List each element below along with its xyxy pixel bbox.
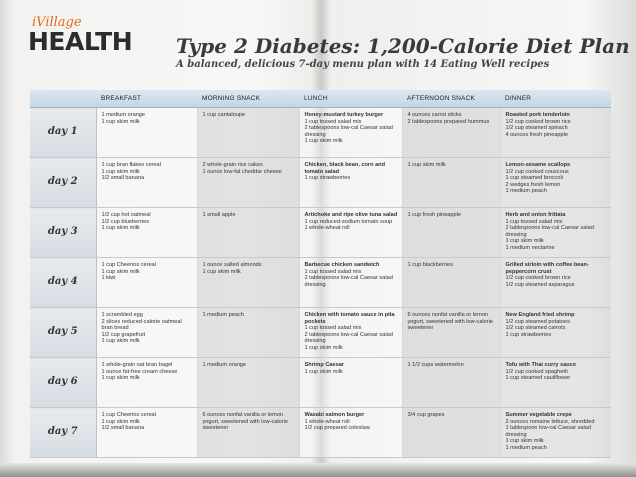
menu-item: 1 medium peach <box>505 188 547 195</box>
menu-item: 1/2 cup blueberries <box>101 218 150 225</box>
recipe-name: Summer vegetable crepe <box>505 412 572 418</box>
menu-item: 1 cup skim milk <box>101 168 140 175</box>
morning-snack-cell <box>197 208 299 258</box>
menu-item: 1 1/2 cups watermelon <box>407 362 464 368</box>
recipe-name: Barbecue chicken sandwich <box>304 262 380 268</box>
day-label: day 4 <box>30 258 96 308</box>
logo-health-text: HEALTH <box>28 27 133 56</box>
day-label: day 5 <box>30 308 96 358</box>
menu-item: 1 cup reduced-sodium tomato soup <box>304 218 393 225</box>
menu-item: 1 cup cantaloupe <box>202 112 246 118</box>
menu-item: 1 cup skim milk <box>304 138 343 145</box>
morning-snack-cell <box>197 308 299 358</box>
header-morning-snack: MORNING SNACK <box>197 90 299 108</box>
menu-item: 2 tablespoons low-cal Caesar salad dressing <box>304 331 393 345</box>
menu-item: 1 cup skim milk <box>101 375 140 382</box>
afternoon-snack-cell <box>402 358 500 408</box>
menu-item: 4 ounces carrot sticks <box>407 112 462 118</box>
dinner-cell <box>500 358 611 408</box>
lunch-cell <box>299 408 402 458</box>
recipe-name: Wasabi salmon burger <box>304 412 365 418</box>
page-edge <box>0 463 636 477</box>
menu-item: 1 whole-wheat roll <box>304 418 350 425</box>
table-row <box>30 208 611 258</box>
menu-item: 2 tablespoons prepared hummus <box>407 118 490 125</box>
menu-item: 1/2 cup steamed asparagus <box>505 281 575 288</box>
recipe-name: Shrimp Caesar <box>304 362 344 368</box>
menu-item: 1 cup steamed broccoli <box>505 175 564 182</box>
menu-item: 1/2 cup grapefruit <box>101 331 146 338</box>
menu-item: 1 cup skim milk <box>505 238 544 245</box>
meal-plan-table <box>30 90 611 458</box>
menu-item: 2 wedges fresh lemon <box>505 181 561 188</box>
menu-item: 1 medium orange <box>202 362 247 368</box>
morning-snack-cell <box>197 158 299 208</box>
breakfast-cell <box>96 108 197 158</box>
dinner-cell <box>500 408 611 458</box>
menu-item: 1 ounce fat-free cream cheese <box>101 368 178 375</box>
menu-item: 1 cup Cheerios cereal <box>101 412 156 418</box>
menu-item: 4 ounces fresh pineapple <box>505 131 569 138</box>
menu-item: 1 cup skim milk <box>101 268 140 275</box>
menu-item: 1/2 cup steamed spinach <box>505 125 568 132</box>
menu-item: 1 cup skim milk <box>304 368 343 375</box>
menu-item: 1 cup steamed cauliflower <box>505 375 571 382</box>
menu-item: 1 cup skim milk <box>101 225 140 232</box>
menu-item: 1 medium peach <box>202 312 244 318</box>
table-row <box>30 408 611 458</box>
lunch-cell <box>299 358 402 408</box>
menu-item: 1 cup strawberries <box>505 331 552 338</box>
menu-item: 6 ounces nonfat vanilla or lemon yogurt, sweetened with low-calorie sweetener <box>202 412 289 432</box>
menu-item: 1 cup bran flakes cereal <box>101 162 161 168</box>
morning-snack-cell <box>197 258 299 308</box>
breakfast-cell <box>96 308 197 358</box>
day-label: day 3 <box>30 208 96 258</box>
recipe-name: Chicken with tomato sauce in pita pockets <box>304 312 395 325</box>
menu-item: 2 slices reduced-calorie oatmeal bran bread <box>101 318 182 332</box>
menu-item: 1 cup tossed salad mix <box>505 218 563 225</box>
menu-item: 1 cup tossed salad mix <box>304 325 362 332</box>
menu-item: 1 kiwi <box>101 275 116 282</box>
menu-item: 1 cup skim milk <box>101 118 140 125</box>
menu-item: 1 cup fresh pineapple <box>407 212 461 218</box>
breakfast-cell <box>96 358 197 408</box>
menu-item: 1 cup tossed salad mix <box>304 118 362 125</box>
table-row <box>30 258 611 308</box>
ivillage-health-logo <box>28 16 132 55</box>
menu-item: 1 medium peach <box>505 444 547 451</box>
page-title: Type 2 Diabetes: 1,200-Calorie Diet Plan <box>176 34 630 58</box>
day-label: day 1 <box>30 108 96 158</box>
header-dinner: DINNER <box>500 90 611 108</box>
menu-item: 1 cup strawberries <box>304 175 351 182</box>
header-day <box>30 90 96 108</box>
lunch-cell <box>299 208 402 258</box>
menu-item: 1 cup skim milk <box>101 338 140 345</box>
lunch-cell <box>299 158 402 208</box>
recipe-name: Herb and onion frittata <box>505 212 566 218</box>
table-row <box>30 158 611 208</box>
logo-ivillage-text: iVillage <box>32 15 82 30</box>
recipe-name: Roasted pork tenderloin <box>505 112 570 118</box>
afternoon-snack-cell <box>402 308 500 358</box>
recipe-name: Tofu with Thai curry sauce <box>505 362 576 368</box>
menu-item: 3/4 cup grapes <box>407 412 445 418</box>
lunch-cell <box>299 108 402 158</box>
menu-item: 1 medium orange <box>101 112 146 118</box>
morning-snack-cell <box>197 108 299 158</box>
afternoon-snack-cell <box>402 258 500 308</box>
menu-item: 1 scrambled egg <box>101 312 143 318</box>
menu-item: 1 small apple <box>202 212 236 218</box>
afternoon-snack-cell <box>402 158 500 208</box>
menu-item: 1 ounce low-fat cheddar cheese <box>202 168 282 175</box>
afternoon-snack-cell <box>402 408 500 458</box>
menu-item: 1 cup skim milk <box>304 344 343 351</box>
menu-item: 1 cup skim milk <box>202 268 241 275</box>
recipe-name: Chicken, black bean, corn and tomato salad <box>304 162 386 175</box>
menu-item: 1/2 cup cooked brown rice <box>505 275 571 282</box>
menu-item: 2 tablespoons low-cal Caesar salad dressing <box>304 275 393 288</box>
menu-item: 1/2 cup cooked brown rice <box>505 118 571 125</box>
day-label: day 2 <box>30 158 96 208</box>
page-subtitle: A balanced, delicious 7-day menu plan with 14 Eating Well recipes <box>176 59 550 70</box>
dinner-cell <box>500 108 611 158</box>
day-label: day 7 <box>30 408 96 458</box>
dinner-cell <box>500 208 611 258</box>
lunch-cell <box>299 258 402 308</box>
menu-item: 1 cup skim milk <box>407 162 446 168</box>
menu-item: 1 cup skim milk <box>505 438 544 445</box>
dinner-cell <box>500 308 611 358</box>
menu-item: 1 cup skim milk <box>101 418 140 425</box>
header-breakfast: BREAKFAST <box>96 90 197 108</box>
recipe-name: Grilled sirloin with coffee bean-peppercorn crust <box>505 262 589 275</box>
menu-item: 1 cup tossed salad mix <box>304 268 362 275</box>
lunch-cell <box>299 308 402 358</box>
table-row <box>30 358 611 408</box>
menu-item: 1/2 cup cooked spaghetti <box>505 368 568 375</box>
menu-item: 1/2 small banana <box>101 175 145 182</box>
menu-item: 1/2 cup hot oatmeal <box>101 212 151 218</box>
menu-item: 1/2 cup cooked couscous <box>505 168 569 175</box>
table-row <box>30 308 611 358</box>
menu-item: 1 ounce salted almonds <box>202 262 262 268</box>
breakfast-cell <box>96 258 197 308</box>
menu-item: 1 cup Cheerios cereal <box>101 262 156 268</box>
menu-item: 1/2 cup prepared coleslaw <box>304 425 370 432</box>
menu-item: 1/2 small banana <box>101 425 145 432</box>
menu-item: 6 ounces nonfat vanilla or lemon yogurt, sweetened with low-calorie sweetener <box>407 312 494 332</box>
menu-item: 2 whole-grain rice cakes <box>202 162 263 168</box>
menu-item: 1 whole-wheat roll <box>304 225 350 232</box>
morning-snack-cell <box>197 358 299 408</box>
recipe-name: Artichoke and ripe olive tuna salad <box>304 212 398 218</box>
header-lunch: LUNCH <box>299 90 402 108</box>
menu-item: 1/2 cup steamed potatoes <box>505 318 570 325</box>
menu-item: 1/2 cup steamed carrots <box>505 325 566 332</box>
breakfast-cell <box>96 408 197 458</box>
breakfast-cell <box>96 158 197 208</box>
table-row <box>30 108 611 158</box>
menu-item: 2 tablespoons low-cal Caesar salad dressing <box>304 125 393 138</box>
breakfast-cell <box>96 208 197 258</box>
afternoon-snack-cell <box>402 208 500 258</box>
meal-plan-body <box>30 108 611 458</box>
afternoon-snack-cell <box>402 108 500 158</box>
menu-item: 1 tablespoon low-cal Caesar salad dressing <box>505 425 592 438</box>
header-afternoon-snack: AFTERNOON SNACK <box>402 90 500 108</box>
menu-item: 1 cup blackberries <box>407 262 453 268</box>
menu-item: 1 whole-grain oat bran bagel <box>101 362 173 368</box>
day-label: day 6 <box>30 358 96 408</box>
recipe-name: Lemon-sesame scallops <box>505 162 571 168</box>
dinner-cell <box>500 158 611 208</box>
table-header-row <box>30 90 611 108</box>
menu-item: 1 medium nectarine <box>505 244 555 251</box>
dinner-cell <box>500 258 611 308</box>
menu-item: 2 ounces romaine lettuce, shredded <box>505 418 595 425</box>
recipe-name: New England fried shrimp <box>505 312 575 318</box>
menu-item: 2 tablespoons low-cal Caesar salad dressing <box>505 225 594 238</box>
morning-snack-cell <box>197 408 299 458</box>
recipe-name: Honey-mustard turkey burger <box>304 112 384 118</box>
